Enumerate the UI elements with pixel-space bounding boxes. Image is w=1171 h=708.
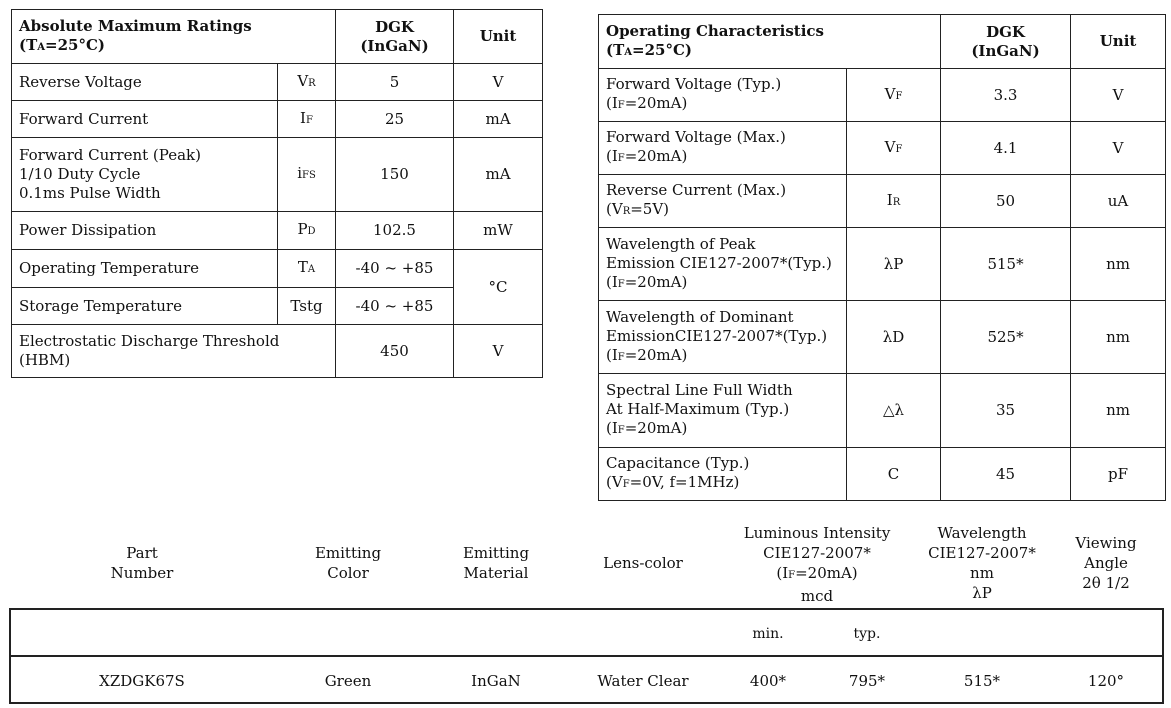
- table-row: Capacitance (Typ.) (VF=0V, f=1MHz) C 45 pF: [599, 448, 1166, 501]
- table-row: Wavelength of Dominant EmissionCIE127-2007*(Typ.) (IF=20mA) λD 525* nm: [599, 301, 1166, 374]
- product-table-top-rule: [9, 608, 1164, 610]
- table-row: Wavelength of Peak Emission CIE127-2007*(Typ.) (IF=20mA) λP 515* nm: [599, 228, 1166, 301]
- amr-unit-header: Unit: [454, 10, 543, 64]
- wavelength-value: 515*: [963, 672, 1001, 690]
- product-table-middle-rule: [9, 655, 1164, 657]
- table-row: Electrostatic Discharge Threshold (HBM) 450 V: [12, 325, 543, 378]
- amr-condition: (TA=25°C): [19, 35, 106, 54]
- amr-title-cell: [12, 10, 336, 64]
- lens-color: Water Clear: [597, 672, 689, 690]
- luminous-typ: 795*: [848, 672, 886, 690]
- oc-dgk-header: DGK (InGaN): [941, 15, 1071, 69]
- header-lens-color: Lens-color: [603, 554, 683, 572]
- header-part-number: Part Number: [110, 544, 174, 582]
- table-row: Operating Temperature TA -40 ~ +85 °C: [12, 250, 543, 288]
- amr-title: Absolute Maximum Ratings: [19, 16, 252, 35]
- operating-characteristics-table: [598, 14, 1166, 501]
- table-row: Spectral Line Full Width At Half-Maximum (Typ.) (IF=20mA) △λ 35 nm: [599, 374, 1166, 448]
- table-row: Forward Voltage (Max.) (IF=20mA) VF 4.1 V: [599, 122, 1166, 175]
- table-row: Power Dissipation PD 102.5 mW: [12, 212, 543, 250]
- table-row: Storage Temperature Tstg -40 ~ +85: [12, 288, 543, 325]
- part-number: XZDGK67S: [99, 672, 185, 690]
- header-wavelength: Wavelength CIE127-2007* nm λP: [928, 524, 1036, 602]
- typ-label: typ.: [853, 626, 881, 642]
- oc-title-cell: [599, 15, 941, 69]
- oc-condition: (TA=25°C): [606, 40, 693, 59]
- oc-title: Operating Characteristics: [606, 21, 825, 40]
- absolute-maximum-ratings-table: [11, 9, 543, 378]
- table-row: Reverse Voltage VR 5 V: [12, 64, 543, 101]
- table-row: Reverse Current (Max.) (VR=5V) IR 50 uA: [599, 175, 1166, 228]
- header-emitting-material: Emitting Material: [462, 544, 530, 582]
- viewing-angle-value: 120°: [1087, 672, 1125, 690]
- product-table-left-border: [9, 608, 11, 704]
- emitting-material: InGaN: [471, 672, 521, 690]
- min-label: min.: [752, 626, 784, 642]
- table-row: Forward Current IF 25 mA: [12, 101, 543, 138]
- table-row: Forward Current (Peak) 1/10 Duty Cycle 0.1ms Pulse Width iFS 150 mA: [12, 138, 543, 212]
- emitting-color: Green: [324, 672, 372, 690]
- product-table-bottom-rule: [9, 702, 1164, 704]
- amr-dgk-header: DGK (InGaN): [336, 10, 454, 64]
- header-luminous-intensity: Luminous Intensity CIE127-2007* (IF=20mA) mcd: [743, 524, 891, 605]
- product-table-right-border: [1162, 608, 1164, 704]
- table-row: Forward Voltage (Typ.) (IF=20mA) VF 3.3 V: [599, 69, 1166, 122]
- header-emitting-color: Emitting Color: [314, 544, 382, 582]
- oc-unit-header: Unit: [1071, 15, 1166, 69]
- temperature-unit: °C: [454, 250, 543, 325]
- luminous-min: 400*: [749, 672, 787, 690]
- header-viewing-angle: Viewing Angle 2θ 1/2: [1075, 534, 1137, 592]
